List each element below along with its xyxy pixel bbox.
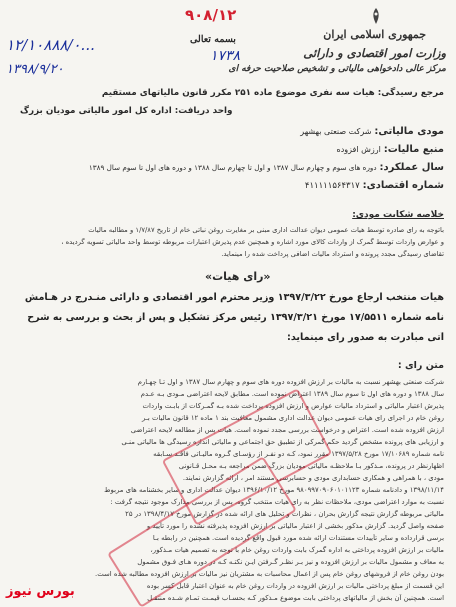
field-label: سال عملکرد: [379,162,444,173]
body-line: شرکت صنعتی بهشهر نسبت به مالیات بر ارزش افزوده دوره های سوم و چهارم سال ۱۳۸۷ و اول تـا چهـارم [137,378,444,386]
body-line: به معاف و مشمول مالیات بر ارزش افزوده و نیز بـر نظـر گـرفتن ایـن نکتـه کـه در دوره هـای فـوق مشمول [137,558,444,566]
ministry-name: وزارت امور اقتصادی و دارائی [303,46,446,60]
body-line: مالیاتی مربوطه گزارش نتیجه گزارش بحران ، نظرات و تحلیل های ارائه شده در گزارش مورخ ۱۳۹۸/۴/۱۷ در ۲۵ [125,510,444,518]
body-line: سال ۱۳۸۸ و دوره های اول تا سوم سال ۱۳۸۹ اعتراض نموده است. مطابق لایحه اعتراضی مـودی بـه عـدم [140,390,444,398]
handwritten-reference: ۱۲/۱۰۸۸۸/۰... [6,36,95,54]
complaint-line: تقاضای رسیدگی مجدد پرونده و استرداد مالیات اضافی پرداخت شده را مینماید. [221,250,444,258]
complaint-line: باتوجه به رای صادره توسط هیات عمومی دیوان عدالت اداری مبنی بر مغایرت روغن نباتی خام از تاریخ ۱/۷/۸۷ و مطالبه مالیات [88,226,444,234]
decision-line: هیات منتخب ارجاع مورخ ۱۳۹۷/۳/۲۲ وزیر محترم امور اقتصادی و دارائی منـدرج در هـامش [24,292,444,303]
field-label: منبع مالیات: [383,144,444,155]
body-line: ارزش افزوده شده است. اعتراض و درخواست بررسی مجدد نموده است. هیات پس از مطالعه لایحه اعتراضی [130,426,444,434]
field-value: دوره های سوم و چهارم سال ۱۳۸۷ و اول تا چهارم سال ۱۳۸۸ و دوره های اول تا سوم سال ۱۳۸۹ [88,163,377,172]
field-value: ۴۱۱۱۱۱۵۶۴۳۱۷ [304,181,360,191]
body-line: ۱۳۹۸/۱۱/۱۴ و دادنامه شماره ۹۸۰۹۹۷۰۹۰۶۰۱۰۱۱۲۳ مورخ ۱۳۹۶/۱۰/۱۲ دیوان عدالت اداری و سایر بخشنامه های مربوط [104,486,444,494]
complaint-line: و عوارض واردات توسط گمرک از واردات کالای مورد اشاره و همچنین عدم پذیرش اعتبارات مربوطه توسط واحد مالیاتی تسویه گردیده ، [61,238,444,246]
fiscal-year-field [89,162,444,173]
handwritten-date: ۱۳۹۸/۹/۲۰ [6,62,64,77]
decision-title: «رای هیات» [205,270,271,283]
taxpayer-field [300,126,444,137]
decision-line: آتی مبادرت به صدور رای مینماید: [287,332,444,343]
field-value: ارزش افزوده [336,145,381,154]
body-line: مودی ، با همراهی و همکاری حسابداری مودی و حسابرسی مستند امر ، ارائه گزارش نمایند. [182,474,444,482]
body-line: و ارزیابی های پرونده مشخص گردید حکم گمرکی از تطبیق حق اجتماعی و مالیاتی اندازه رسیدگی ها مالیاتی منـی [121,438,444,446]
body-line: بودن روغن خام از فروشهای روغن خام پس از اعمال محاسبات به مشتریان نیز مالیات بر ارزش افزوده مطالبه شده است. [95,570,444,578]
body-line: این قسمت از مبلغ پرداختی مالیات بر ارزش افزوده در واردات روغن خام به عنوان اعتبار قابل کسر بوده [146,582,444,590]
center-name: مرکز عالی دادخواهی مالیاتی و تشخیص صلاحیت حرفه ای [228,64,446,74]
page-subject: بسمه تعالی [190,34,236,45]
iran-emblem-icon [366,6,386,26]
decision-line: نامه شماره ۱۷/۵۵۱۱ مورخ ۱۳۹۷/۳/۲۱ رئیس مرکز تشکیل و پس از بحث و بررسی به شرح [27,312,444,323]
body-line: مالیات بر ارزش افزوده پرداختی به اداره گمرک بابت واردات روغن خام با توجه به تصمیم هیات مـذکور، [150,546,444,554]
complaint-title: خلاصه شکایت مودی: [352,210,444,220]
body-line: است. همچنین آن بخش از مالیاتهای پرداختی بابت موضوع مـذکور کـه بحسـاب قیمـت تمـام شـده منتقـل [147,594,444,602]
body-line: روغن خام در اجرای رای هیات عمومی دیوان عدالت اداری مشمول معافیت بند ۱ ماده ۱۲ قانون مالیات بـر [142,414,444,422]
body-line: نسبت به موارد اعتراضی مودی، ملاحظات نظر به رای هیات منتخب گروه، پس از بررسی مدارک موجود نتیجه گرفت : [110,498,444,506]
watermark-logo: بورس نیوز [6,584,75,599]
body-line: اظهارنظر در پرونده، مـذکور بـا ملاحظـه مالیاتی مودیان بزرگ ضمن مراجعه بـه محـل قـانونی [178,462,444,470]
field-label: شماره اقتصادی: [362,180,444,191]
body-line: صفحه واصل گردید. گزارش مذکور بخشی از اعتبار مالیاتی بر ارزش افزوده پذیرفته نشده را مورد تأیید و [146,522,444,530]
republic-name: جمهوری اسلامی ایران [323,28,426,41]
body-line: پذیرش اعتبار مالیاتی و استرداد مالیات عوارض و ارزش افزوده پرداخت شده بـه گمـرکات از بابـت واردات [142,402,444,410]
reference-authority: مرجع رسیدگی: هیات سه نفری موضوع ماده ۲۵۱ مکرر قانون مالیاتهای مستقیم [101,88,444,98]
body-line: نامه شماره ۱۷/۱۰۶۸۹ مورخ ۱۳۹۷/۵/۲۸ مقرر نمود، کـه دو نفـر از رؤسـای گـروه مالیـاتی فاقـد سـابقه [153,450,444,458]
body-line: برسی قرارداده و سایر تأییدات مستندات ارائه شده مورد قبول واقع گردیده است. همچنین در رابطه بـا [152,534,444,542]
stamp-number: ۹۰۸/۱۲ [185,6,237,24]
field-value: شرکت صنعتی بهشهر [300,127,372,136]
tax-source-field [337,144,444,155]
handwritten-number: ۱۷۳۸ [210,48,241,64]
economic-number-field [305,180,444,191]
field-label: مودی مالیاتی: [374,126,444,137]
receiving-office: واحد دریافت: اداره کل امور مالیاتی مودیان بزرگ [20,106,233,116]
text-heading: متن رای : [397,360,444,371]
